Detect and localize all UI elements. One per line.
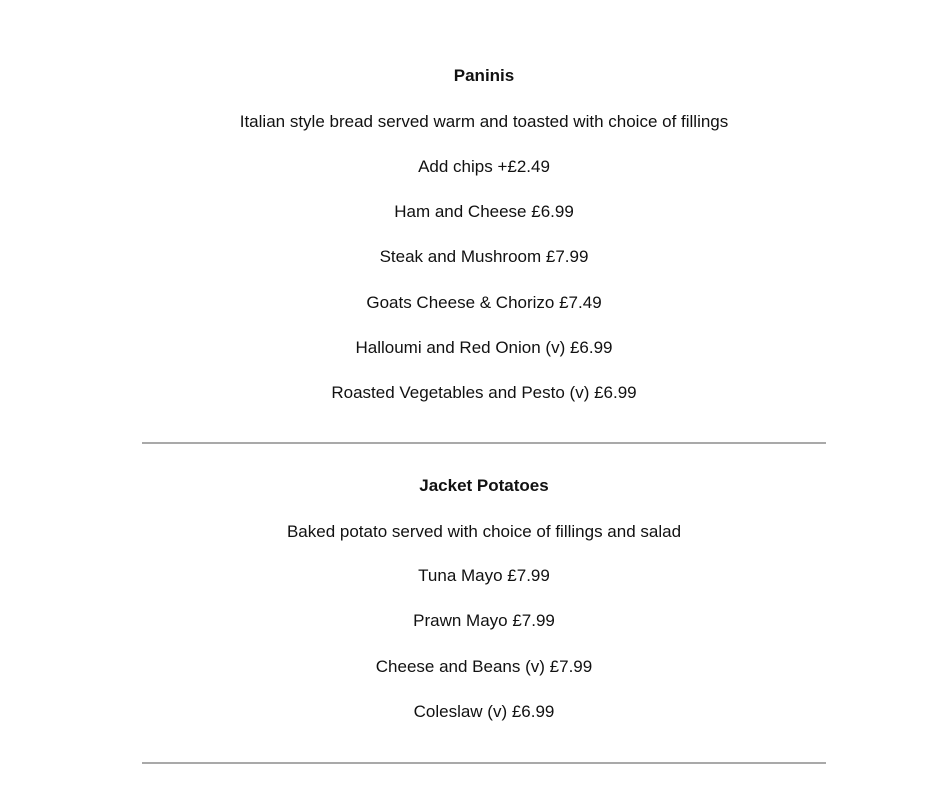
menu-item-steak-and-mushroom: Steak and Mushroom £7.99 xyxy=(379,247,589,266)
menu-item-halloumi-red-onion: Halloumi and Red Onion (v) £6.99 xyxy=(355,338,613,357)
section-divider xyxy=(142,442,826,444)
menu-item-prawn-mayo: Prawn Mayo £7.99 xyxy=(413,611,555,630)
section-description-paninis: Italian style bread served warm and toasted with choice of fillings xyxy=(239,112,729,131)
menu-item-ham-and-cheese: Ham and Cheese £6.99 xyxy=(394,202,574,221)
menu-item-roasted-vegetables-pesto: Roasted Vegetables and Pesto (v) £6.99 xyxy=(331,383,637,402)
add-chips-note: Add chips +£2.49 xyxy=(418,157,550,176)
section-description-jacket-potatoes: Baked potato served with choice of fillings and salad xyxy=(286,522,682,541)
section-divider xyxy=(142,762,826,764)
section-title-jacket-potatoes: Jacket Potatoes xyxy=(419,476,549,495)
menu-item-coleslaw: Coleslaw (v) £6.99 xyxy=(413,702,555,721)
section-title-paninis: Paninis xyxy=(453,66,515,85)
menu-item-goats-cheese-chorizo: Goats Cheese & Chorizo £7.49 xyxy=(366,293,602,312)
menu-item-tuna-mayo: Tuna Mayo £7.99 xyxy=(418,566,550,585)
menu-item-cheese-and-beans: Cheese and Beans (v) £7.99 xyxy=(375,657,593,676)
